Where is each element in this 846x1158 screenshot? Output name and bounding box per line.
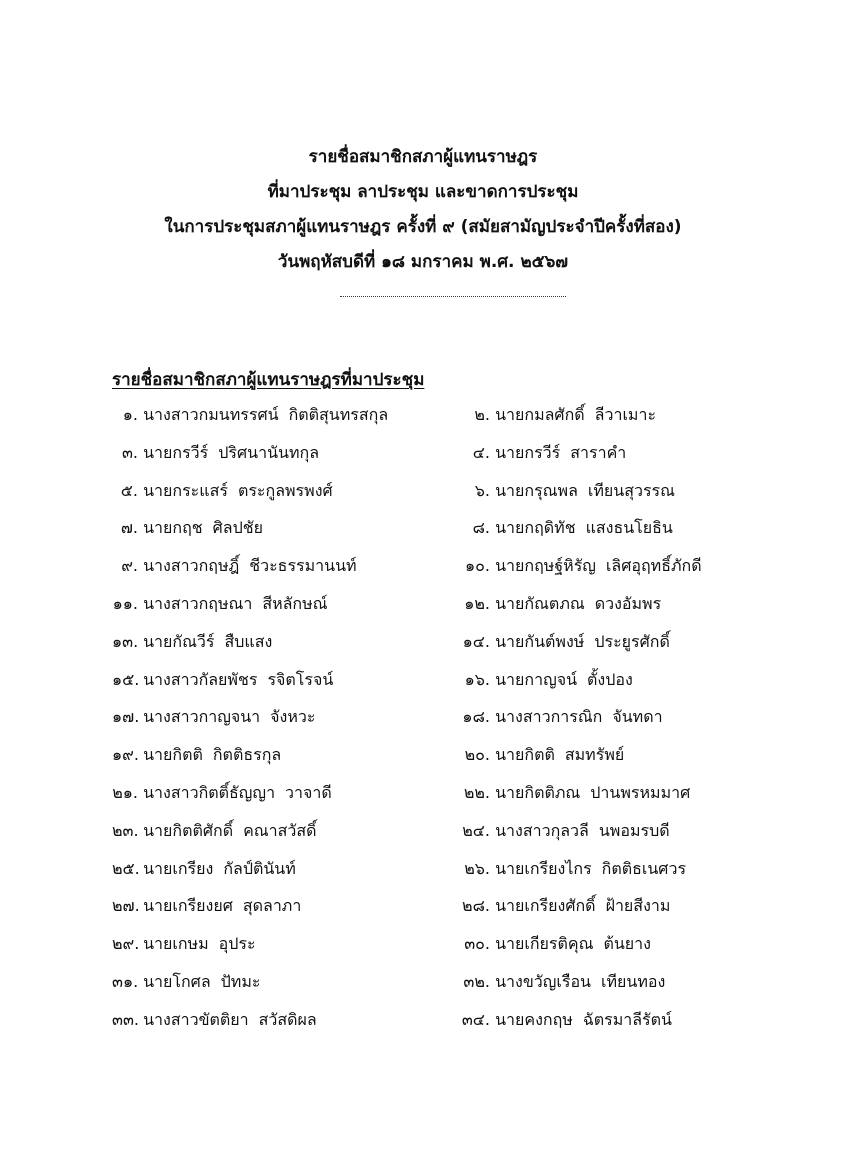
member-number: ๒๓. xyxy=(112,820,139,840)
member-last-name: ปัทมะ xyxy=(220,972,261,991)
member-first-name: นายกรุณพล xyxy=(495,480,578,500)
member-last-name: สวัสดิผล xyxy=(258,1009,317,1029)
member-last-name: ประยูรศักดิ์ xyxy=(594,631,670,651)
list-item xyxy=(112,1008,317,1032)
member-first-name: นางสาวกุลวลี xyxy=(495,820,589,840)
member-last-name: ปริศนานันทกุล xyxy=(218,442,319,462)
list-item xyxy=(112,441,319,465)
member-number: ๑๐. xyxy=(464,556,490,576)
member-number: ๓๔. xyxy=(461,1009,490,1029)
member-number: ๑๕. xyxy=(112,669,140,689)
member-first-name: นางสาวกฤษฎิ์ xyxy=(143,556,240,576)
list-item xyxy=(458,630,670,654)
member-number: ๒๖. xyxy=(464,858,490,878)
list-item xyxy=(458,970,665,994)
member-number: ๑. xyxy=(122,405,138,424)
member-last-name: กิตติธเนศวร xyxy=(601,858,687,878)
member-number: ๑๗. xyxy=(112,707,140,727)
member-first-name: นายกรวีร์ xyxy=(495,442,561,462)
dotted-separator xyxy=(340,296,566,297)
member-last-name: อุประ xyxy=(218,934,256,954)
member-number: ๑๘. xyxy=(462,707,490,727)
member-last-name: แสงธนโยธิน xyxy=(585,518,673,538)
member-last-name: เทียนทอง xyxy=(601,972,666,991)
member-first-name: นายเกษม xyxy=(143,934,209,954)
member-first-name: นายกิตติภณ xyxy=(495,783,581,802)
member-last-name: จันทดา xyxy=(612,707,663,727)
list-item xyxy=(112,479,333,503)
list-item xyxy=(112,403,388,427)
member-last-name: คณาสวัสดิ์ xyxy=(243,820,317,840)
list-item xyxy=(458,819,670,843)
member-number: ๒๔. xyxy=(462,820,490,840)
document-header xyxy=(0,140,846,280)
member-first-name: นายกฤช xyxy=(143,518,203,538)
member-last-name: สีหลักษณ์ xyxy=(262,594,328,613)
member-first-name: นายเกรียง xyxy=(143,858,214,878)
member-number: ๒๐. xyxy=(464,745,490,765)
member-first-name: นางสาวกฤษณา xyxy=(143,594,253,613)
list-item xyxy=(458,781,690,805)
member-first-name: นางสาวการณิก xyxy=(495,707,603,727)
member-number: ๑๑. xyxy=(112,594,138,613)
member-last-name: จังหวะ xyxy=(270,707,316,727)
member-first-name: นายกิตติศักดิ์ xyxy=(143,820,234,840)
member-first-name: นายกันต์พงษ์ xyxy=(495,631,585,651)
list-item xyxy=(458,554,702,578)
member-first-name: นางสาวกิตติ์ธัญญา xyxy=(143,783,276,802)
member-last-name: กิตติธรกุล xyxy=(212,745,282,765)
list-item xyxy=(458,516,673,540)
member-number: ๔. xyxy=(472,442,490,462)
member-last-name: รจิตโรจน์ xyxy=(267,669,334,689)
list-item xyxy=(112,668,333,692)
member-number: ๓๓. xyxy=(112,1009,139,1029)
list-item xyxy=(112,819,317,843)
title-line-4: วันพฤหัสบดีที่ ๑๘ มกราคม พ.ศ. ๒๕๖๗ xyxy=(277,252,569,272)
member-first-name: นายกมลศักดิ์ xyxy=(495,405,585,424)
list-item xyxy=(112,630,272,654)
member-last-name: ต้นยาง xyxy=(603,934,651,954)
title-line-3: ในการประชุมสภาผู้แทนราษฎร ครั้งที่ ๙ (สมัยสามัญประจำปีครั้งที่สอง) xyxy=(164,217,682,237)
member-first-name: นายเกียรติคุณ xyxy=(495,934,594,954)
member-number: ๒๗. xyxy=(112,896,140,916)
member-last-name: สมทรัพย์ xyxy=(564,745,625,765)
list-item xyxy=(458,668,633,692)
list-item xyxy=(112,554,357,578)
member-first-name: นางสาวกัลยพัชร xyxy=(143,669,258,689)
member-number: ๒๕. xyxy=(112,858,140,878)
list-item xyxy=(112,894,301,918)
member-last-name: เลิศอุฤทธิ์ภักดี xyxy=(605,556,702,576)
member-first-name: นายเกรียงไกร xyxy=(495,858,592,878)
list-item xyxy=(458,932,651,956)
member-number: ๓๑. xyxy=(112,972,139,991)
member-number: ๑๙. xyxy=(112,745,139,765)
list-item xyxy=(112,781,332,805)
list-item xyxy=(458,592,661,616)
member-last-name: กัลป์ตินันท์ xyxy=(223,858,296,878)
member-last-name: ตั้งปอง xyxy=(587,669,633,689)
member-last-name: วาจาดี xyxy=(285,783,332,802)
member-number: ๓๒. xyxy=(463,972,490,991)
member-last-name: เทียนสุวรรณ xyxy=(587,480,675,500)
member-last-name: ฝ้ายสีงาม xyxy=(605,896,671,916)
member-last-name: นพอมรบดี xyxy=(598,820,670,840)
list-item xyxy=(458,403,656,427)
member-first-name: นายโกศล xyxy=(143,972,211,991)
member-first-name: นางสาวขัตติยา xyxy=(143,1009,249,1029)
list-item xyxy=(458,857,686,881)
member-first-name: นายกาญจน์ xyxy=(495,669,578,689)
member-first-name: นายกฤษฐ์หิรัญ xyxy=(495,556,596,576)
member-first-name: นายเกรียงศักดิ์ xyxy=(495,896,596,916)
member-last-name: สืบแสง xyxy=(224,631,273,651)
member-number: ๒๙. xyxy=(112,934,140,954)
member-last-name: ฉัตรมาลีรัตน์ xyxy=(582,1009,672,1029)
member-number: ๙. xyxy=(121,556,138,576)
member-first-name: นางขวัญเรือน xyxy=(495,972,591,991)
member-first-name: นายเกรียงยศ xyxy=(143,896,233,916)
member-number: ๒๘. xyxy=(462,896,490,916)
member-last-name: สุดลาภา xyxy=(242,896,302,916)
member-first-name: นายกิตติ xyxy=(143,745,203,765)
member-last-name: ศิลปชัย xyxy=(212,518,263,538)
title-line-2: ที่มาประชุม ลาประชุม และขาดการประชุม xyxy=(267,182,579,202)
title-line-1: รายชื่อสมาชิกสภาผู้แทนราษฎร xyxy=(308,147,538,167)
member-last-name: ปานพรหมมาศ xyxy=(590,783,691,802)
member-number: ๘. xyxy=(472,518,490,538)
member-last-name: ตระกูลพรพงศ์ xyxy=(237,480,333,500)
list-item xyxy=(112,592,328,616)
member-first-name: นายกระแสร์ xyxy=(143,480,228,500)
member-last-name: สาราคำ xyxy=(570,442,627,462)
member-first-name: นายกฤดิทัช xyxy=(495,518,576,538)
list-item xyxy=(112,932,256,956)
member-first-name: นางสาวกมนทรรศน์ xyxy=(143,405,279,424)
member-number: ๑๔. xyxy=(462,631,490,651)
member-number: ๑๒. xyxy=(464,594,490,613)
member-first-name: นายกัณตภณ xyxy=(495,594,585,613)
member-number: ๗. xyxy=(120,518,138,538)
member-last-name: ดวงอัมพร xyxy=(594,594,662,613)
member-number: ๒. xyxy=(474,405,490,424)
member-first-name: นายกิตติ xyxy=(495,745,555,765)
list-item xyxy=(112,857,296,881)
member-first-name: นางสาวกาญจนา xyxy=(143,707,261,727)
member-number: ๓. xyxy=(121,442,138,462)
member-number: ๑๓. xyxy=(112,631,139,651)
list-item xyxy=(458,894,670,918)
list-item xyxy=(112,516,263,540)
member-last-name: กิตติสุนทรสกุล xyxy=(288,405,389,424)
member-number: ๕. xyxy=(120,480,138,500)
member-first-name: นายกรวีร์ xyxy=(143,442,209,462)
member-first-name: นายคงกฤษ xyxy=(495,1009,573,1029)
member-last-name: ลีวาเมาะ xyxy=(594,405,657,424)
member-number: ๖. xyxy=(474,480,490,500)
member-number: ๒๑. xyxy=(112,783,138,802)
list-item xyxy=(112,970,260,994)
member-number: ๑๖. xyxy=(464,669,490,689)
list-item xyxy=(112,705,315,729)
list-item xyxy=(458,705,663,729)
member-first-name: นายกัณวีร์ xyxy=(143,631,215,651)
list-item xyxy=(458,743,624,767)
list-item xyxy=(458,441,626,465)
list-item xyxy=(458,479,675,503)
member-last-name: ชีวะธรรมานนท์ xyxy=(249,556,357,576)
member-number: ๓๐. xyxy=(464,934,490,954)
list-item xyxy=(458,1008,672,1032)
section-title: รายชื่อสมาชิกสภาผู้แทนราษฎรที่มาประชุม xyxy=(112,370,425,390)
member-number: ๒๒. xyxy=(463,783,490,802)
list-item xyxy=(112,743,281,767)
